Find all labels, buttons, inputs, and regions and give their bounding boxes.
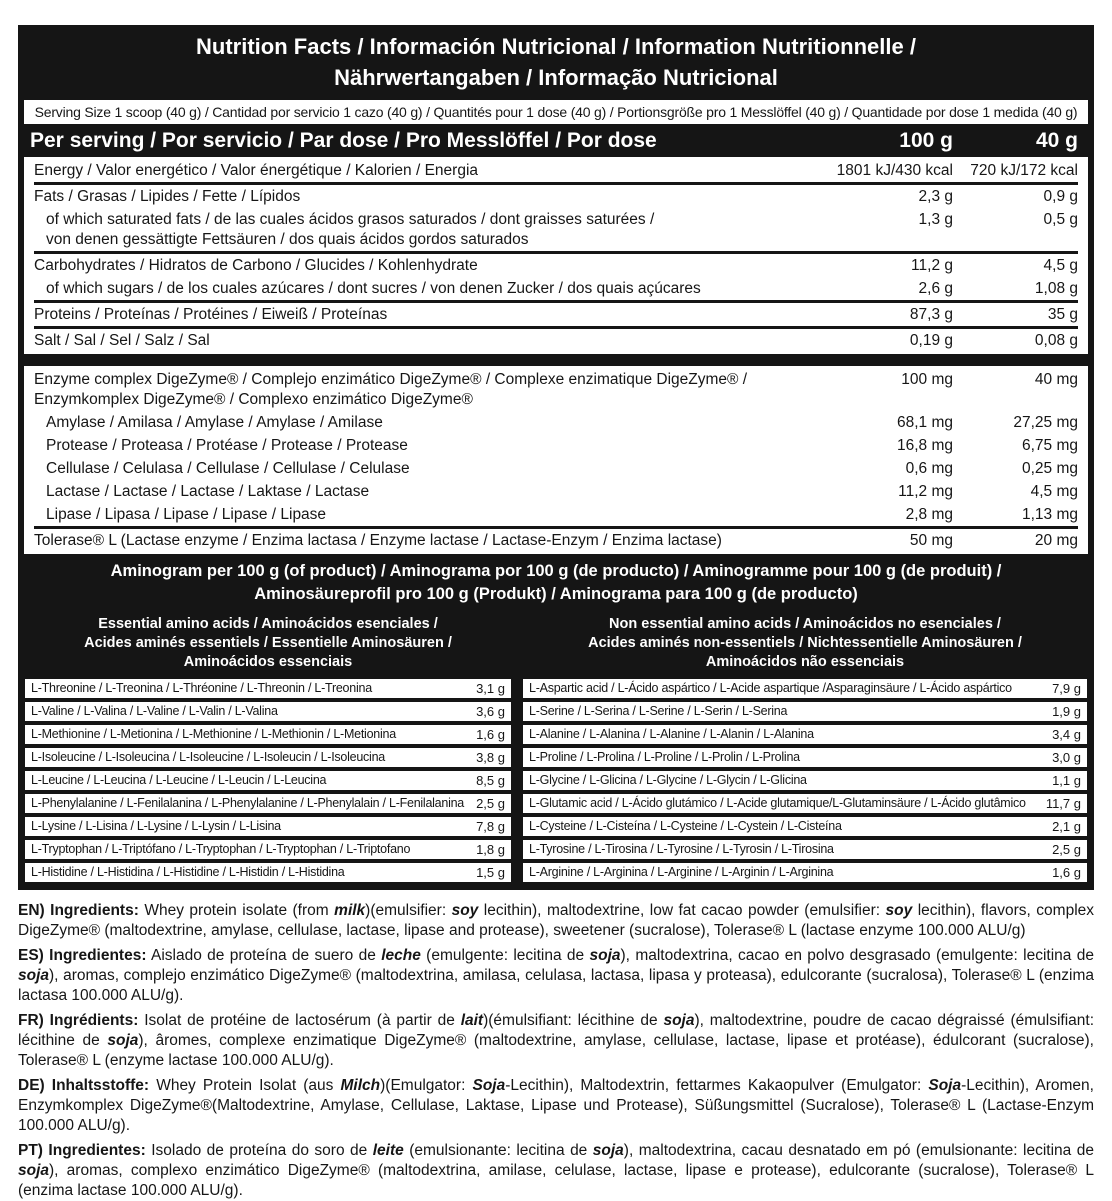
amino-name: L-Glycine / L-Glicina / L-Glycine / L-Glycin / L-Glicina (529, 773, 807, 787)
nutrient-rows (24, 157, 1088, 354)
amino-row (25, 817, 511, 836)
nutrient-name: Lipase / Lipasa / Lipase / Lipase / Lipase (46, 506, 327, 523)
allergen-word: soja (663, 1012, 695, 1029)
allergen-word: Milch (340, 1077, 381, 1094)
nutrient-name: Salt / Sal / Sel / Salz / Sal (34, 332, 210, 349)
allergen-word: soja (18, 967, 50, 984)
ingredients-paragraph: PT) Ingredientes: Isolado de proteína do soro de leite (emulsionante: lecitina de soja), maltodextrina, cacau desnatado em pó (emulsionante: lecitina de soja), aromas, complexo enzimático DigeZyme® (maltodextrina, amilase, celulase, lactase, lipase e protease), edulcorante (sucralose), Tolerase® L (enzima lactase 100.000 ALU/g). (18, 1142, 1094, 1199)
enzyme-rows (24, 366, 1088, 554)
value-40g: 35 g (1047, 306, 1078, 323)
ingredients-label: PT) Ingredientes: (18, 1142, 146, 1159)
non-essential-amino-header (523, 610, 1087, 679)
amino-row (523, 702, 1087, 721)
value-40g: 720 kJ/172 kcal (970, 162, 1078, 179)
amino-name: L-Leucine / L-Leucina / L-Leucine / L-Leucin / L-Leucina (31, 773, 327, 787)
nutrient-name: Enzyme complex DigeZyme® / Complejo enzimático DigeZyme® / Complexe enzimatique DigeZyme® / Enzymkomplex DigeZyme® / Complexo enzimático DigeZyme® (34, 371, 748, 408)
nutrient-row (34, 529, 1078, 552)
ingredients-label: FR) Ingrédients: (18, 1012, 139, 1029)
amino-name: L-Phenylalanine / L-Fenilalanina / L-Phenylalanine / L-Phenylalain / L-Fenilalanina (31, 796, 465, 810)
essential-amino-header-line1: Essential amino acids / Aminoácidos esenciales / (98, 616, 438, 632)
allergen-word: soja (592, 1142, 624, 1159)
amino-value: 1,6 g (1052, 865, 1081, 880)
allergen-word: milk (334, 902, 366, 919)
amino-name: L-Methionine / L-Metionina / L-Methionine / L-Methionin / L-Metionina (31, 727, 396, 741)
amino-name: L-Isoleucine / L-Isoleucina / L-Isoleucine / L-Isoleucin / L-Isoleucina (31, 750, 385, 764)
allergen-word: soja (107, 1032, 139, 1049)
amino-value: 3,4 g (1052, 727, 1081, 742)
value-40g: 0,25 mg (1021, 460, 1078, 477)
amino-value: 1,5 g (476, 865, 505, 880)
aminogram-banner-line1: Aminogram per 100 g (of product) / Aminograma por 100 g (de producto) / Aminogramme pour 100 g (de produit) / (110, 562, 1002, 580)
column-header-40g: 40 g (1035, 128, 1078, 152)
amino-value: 2,1 g (1052, 819, 1081, 834)
nutrient-row (34, 457, 1078, 480)
ingredients-section (18, 901, 1094, 1201)
amino-row (25, 771, 511, 790)
amino-value: 7,8 g (476, 819, 505, 834)
value-40g: 6,75 mg (1021, 437, 1078, 454)
amino-value: 2,5 g (1052, 842, 1081, 857)
amino-row (25, 702, 511, 721)
amino-value: 3,0 g (1052, 750, 1081, 765)
nutrient-name: Protease / Proteasa / Protéase / Protease / Protease (46, 437, 408, 454)
essential-amino-header (25, 610, 511, 679)
amino-name: L-Threonine / L-Treonina / L-Thréonine / L-Threonin / L-Treonina (31, 681, 372, 695)
amino-name: L-Arginine / L-Arginina / L-Arginine / L-Arginin / L-Arginina (529, 865, 834, 879)
amino-name: L-Tryptophan / L-Triptófano / L-Tryptophan / L-Tryptophan / L-Triptofano (31, 842, 411, 856)
amino-row (523, 840, 1087, 859)
value-100g: 50 mg (909, 532, 953, 549)
aminogram-banner (18, 554, 1094, 610)
nutrient-row (34, 254, 1078, 277)
column-header-100g: 100 g (899, 128, 953, 152)
value-40g: 0,9 g (1043, 188, 1078, 205)
value-40g: 4,5 mg (1030, 483, 1078, 500)
serving-size-row: Serving Size 1 scoop (40 g) / Cantidad por servicio 1 cazo (40 g) / Quantités pour 1 dose (40 g) / Portionsgröße pro 1 Messlöffel (40 g) / Quantidade por dose 1 medida (40 g) (24, 100, 1088, 124)
nutrient-row (34, 480, 1078, 503)
nutrient-name: of which saturated fats / de las cuales ácidos grasos saturados / dont graisses saturées / von denen gessättigte Fettsäuren / dos quais ácidos gordos saturados (46, 211, 655, 248)
amino-name: L-Alanine / L-Alanina / L-Alanine / L-Alanin / L-Alanina (529, 727, 814, 741)
ingredients-label: ES) Ingredientes: (18, 947, 147, 964)
per-serving-label: Per serving / Por servicio / Par dose / Pro Messlöffel / Por dose (30, 128, 657, 152)
ingredients-paragraph: EN) Ingredients: Whey protein isolate (from milk)(emulsifier: soy lecithin), maltodextrine, low fat cacao powder (emulsifier: soy lecithin), flavors, complex DigeZyme® (maltodextrine, amylase, cellulase, lactase, lipase and protease), sweetener (sucralose), Tolerase® L (lactase enzyme 100.000 ALU/g) (18, 902, 1095, 939)
value-100g: 68,1 mg (896, 414, 953, 431)
amino-row (523, 771, 1087, 790)
amino-name: L-Proline / L-Prolina / L-Proline / L-Prolin / L-Prolina (529, 750, 800, 764)
nutrient-row (34, 411, 1078, 434)
amino-row (25, 725, 511, 744)
amino-value: 1,6 g (476, 727, 505, 742)
nutrient-row (34, 329, 1078, 352)
label-title-line2: Nährwertangaben / Informação Nutricional (334, 65, 778, 90)
amino-row (523, 748, 1087, 767)
allergen-word: Soja (472, 1077, 506, 1094)
non-essential-amino-header-line1: Non essential amino acids / Aminoácidos no esenciales / (609, 616, 1001, 632)
amino-value: 8,5 g (476, 773, 505, 788)
nutrient-name: Carbohydrates / Hidratos de Carbono / Glucides / Kohlenhydrate (34, 257, 478, 274)
value-40g: 0,08 g (1034, 332, 1078, 349)
value-100g: 0,19 g (909, 332, 953, 349)
value-40g: 0,5 g (1043, 211, 1078, 228)
amino-value: 3,1 g (476, 681, 505, 696)
essential-amino-header-line3: Aminoácidos essenciais (183, 654, 353, 670)
value-100g: 2,6 g (918, 280, 953, 297)
nutrient-name: Lactase / Lactase / Lactase / Laktase / Lactase (46, 483, 370, 500)
ingredients-paragraph: DE) Inhaltsstoffe: Whey Protein Isolat (aus Milch)(Emulgator: Soja-Lecithin), Maltodextrin, fettarmes Kakaopulver (Emulgator: Soja-Lecithin), Aromen, Enzymkomplex DigeZyme®(Maltodextrine, Amylase, Cellulase, Laktase, Lipase und Protease), Süßungsmittel (Sucralose), Tolerase® L (Lactase-Enzym 100.000 ALU/g). (18, 1077, 1094, 1134)
nutrition-label (0, 25, 1112, 1199)
nutrition-table (18, 25, 1094, 890)
label-title-line1: Nutrition Facts / Información Nutricional / Information Nutritionnelle / (196, 34, 916, 59)
nutrient-row (34, 208, 1078, 254)
nutrient-name: Fats / Grasas / Lipides / Fette / Lípidos (34, 188, 301, 205)
amino-name: L-Cysteine / L-Cisteína / L-Cysteine / L-Cystein / L-Cisteína (529, 819, 842, 833)
allergen-word: leche (381, 947, 421, 964)
value-100g: 1,3 g (918, 211, 953, 228)
amino-value: 3,8 g (476, 750, 505, 765)
amino-row (25, 863, 511, 882)
nutrient-row (34, 185, 1078, 208)
amino-value: 2,5 g (476, 796, 505, 811)
value-100g: 11,2 mg (898, 483, 953, 500)
amino-name: L-Tyrosine / L-Tirosina / L-Tyrosine / L-Tyrosin / L-Tirosina (529, 842, 834, 856)
ingredients-label: DE) Inhaltsstoffe: (18, 1077, 150, 1094)
amino-value: 3,6 g (476, 704, 505, 719)
value-100g: 87,3 g (909, 306, 953, 323)
nutrient-name: Energy / Valor energético / Valor énergétique / Kalorien / Energia (34, 162, 479, 179)
amino-name: L-Aspartic acid / L-Ácido aspártico / L-Acide aspartique /Asparaginsäure / L-Ácido aspártico (529, 681, 1012, 695)
amino-row (523, 725, 1087, 744)
value-40g: 4,5 g (1043, 257, 1078, 274)
value-40g: 1,08 g (1034, 280, 1078, 297)
amino-table (18, 679, 1094, 882)
value-40g: 27,25 mg (1013, 414, 1078, 431)
nutrient-name: Amylase / Amilasa / Amylase / Amylase / Amilase (46, 414, 383, 431)
non-essential-amino-header-line2: Acides aminés non-essentiels / Nichtessentielle Aminosäuren / (588, 635, 1022, 651)
amino-name: L-Valine / L-Valina / L-Valine / L-Valin / L-Valina (31, 704, 278, 718)
label-title (18, 25, 1094, 100)
amino-value: 1,9 g (1052, 704, 1081, 719)
essential-amino-rows (25, 679, 511, 882)
value-100g: 11,2 g (911, 257, 953, 274)
ingredients-label: EN) Ingredients: (18, 902, 139, 919)
aminogram-banner-line2: Aminosäureprofil pro 100 g (Produkt) / Aminograma para 100 g (de producto) (254, 585, 858, 603)
value-40g: 20 mg (1034, 532, 1078, 549)
nutrient-name: Tolerase® L (Lactase enzyme / Enzima lactasa / Enzyme lactase / Lactase-Enzym / Enzima lactase) (34, 532, 722, 549)
per-serving-header (18, 124, 1094, 157)
amino-row (25, 748, 511, 767)
nutrient-name: Proteins / Proteínas / Protéines / Eiweiß / Proteínas (34, 306, 388, 323)
allergen-word: leite (372, 1142, 404, 1159)
amino-row (25, 794, 511, 813)
value-100g: 100 mg (901, 371, 953, 388)
amino-headers (18, 610, 1094, 679)
section-divider (18, 354, 1094, 366)
nutrient-name: Cellulase / Celulasa / Cellulase / Cellulase / Celulase (46, 460, 410, 477)
nutrient-row (34, 277, 1078, 303)
non-essential-amino-rows (523, 679, 1087, 882)
amino-name: L-Serine / L-Serina / L-Serine / L-Serin / L-Serina (529, 704, 788, 718)
value-40g: 1,13 mg (1021, 506, 1078, 523)
allergen-word: soja (18, 1162, 50, 1179)
value-100g: 2,3 g (918, 188, 953, 205)
amino-row (25, 840, 511, 859)
value-40g: 40 mg (1034, 371, 1078, 388)
nutrient-name: of which sugars / de los cuales azúcares / dont sucres / von denen Zucker / dos quais açúcares (46, 280, 701, 297)
allergen-word: lait (460, 1012, 484, 1029)
amino-value: 7,9 g (1052, 681, 1081, 696)
amino-row (523, 817, 1087, 836)
nutrient-row (34, 368, 1078, 411)
amino-name: L-Histidine / L-Histidina / L-Histidine / L-Histidin / L-Histidina (31, 865, 345, 879)
amino-name: L-Lysine / L-Lisina / L-Lysine / L-Lysin / L-Lisina (31, 819, 281, 833)
allergen-word: soy (451, 902, 479, 919)
ingredients-paragraph: ES) Ingredientes: Aislado de proteína de suero de leche (emulgente: lecitina de soja), maltodextrina, cacao en polvo desgrasado (emulgente: lecitina de soja), aromas, complejo enzimático DigeZyme® (maltodextrina, amilasa, celulasa, lactasa, lipasa y proteasa), edulcorante (sucralosa), Tolerase® L (enzima lactasa 100.000 ALU/g). (18, 947, 1094, 1004)
nutrient-row (34, 434, 1078, 457)
non-essential-amino-header-line3: Aminoácidos não essenciais (705, 654, 905, 670)
amino-row (25, 679, 511, 698)
amino-row (523, 679, 1087, 698)
allergen-word: soja (589, 947, 621, 964)
value-100g: 2,8 mg (905, 506, 953, 523)
value-100g: 0,6 mg (905, 460, 953, 477)
amino-row (523, 863, 1087, 882)
amino-name: L-Glutamic acid / L-Ácido glutámico / L-Acide glutamique/L-Glutaminsäure / L-Ácido glutâmico (529, 796, 1026, 810)
allergen-word: Soja (928, 1077, 962, 1094)
value-100g: 1801 kJ/430 kcal (836, 162, 953, 179)
amino-value: 11,7 g (1045, 796, 1081, 811)
amino-value: 1,8 g (476, 842, 505, 857)
ingredients-paragraph: FR) Ingrédients: Isolat de protéine de lactosérum (à partir de lait)(émulsifiant: lécithine de soja), maltodextrine, poudre de cacao dégraissé (émulsifiant: lécithine de soja), âromes, complexe enzimatique DigeZyme® (maltodextrine, amylase, cellulase, lactase, lipase et protéase), édulcorant (sucralose), Tolerase® L (enzyme lactase 100.000 ALU/g). (18, 1012, 1095, 1069)
allergen-word: soy (885, 902, 913, 919)
nutrient-row (34, 503, 1078, 529)
nutrient-row (34, 159, 1078, 185)
amino-row (523, 794, 1087, 813)
nutrient-row (34, 303, 1078, 329)
essential-amino-header-line2: Acides aminés essentiels / Essentielle Aminosäuren / (84, 635, 452, 651)
amino-value: 1,1 g (1052, 773, 1081, 788)
value-100g: 16,8 mg (896, 437, 953, 454)
